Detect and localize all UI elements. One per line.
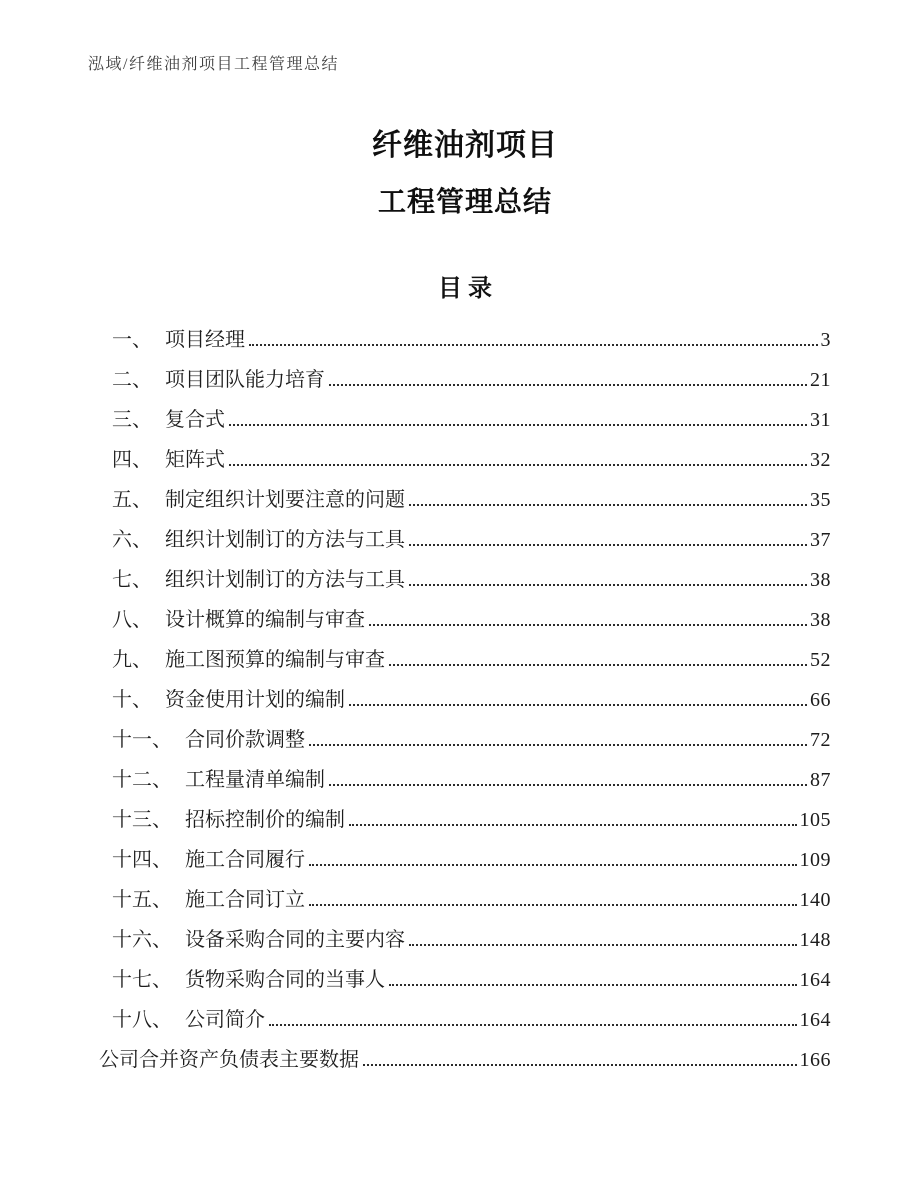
toc-entry-number: 十七、: [112, 969, 172, 991]
toc-entry-number: 八、: [112, 609, 152, 631]
toc-entry[interactable]: [99, 1040, 831, 1080]
toc-entry-number: 四、: [112, 449, 152, 471]
toc-dot-leader: [409, 929, 797, 946]
toc-dot-leader: [309, 849, 797, 866]
toc-entry-title: 项目团队能力培育: [165, 369, 325, 391]
toc-entry[interactable]: [99, 560, 831, 600]
toc-entry-title: 矩阵式: [165, 449, 225, 471]
toc-entry-title: 组织计划制订的方法与工具: [165, 529, 405, 551]
toc-entry-number: 五、: [112, 489, 152, 511]
toc-dot-leader: [389, 969, 797, 986]
toc-entry[interactable]: [99, 680, 831, 720]
toc-dot-leader: [269, 1009, 797, 1026]
toc-entry[interactable]: [99, 720, 831, 760]
toc-entry-number: 十二、: [112, 769, 172, 791]
toc-entry-number: 十、: [112, 689, 152, 711]
toc-entry-title: 招标控制价的编制: [185, 809, 345, 831]
toc-entry-title: 公司简介: [185, 1009, 265, 1031]
toc-entry-title: 货物采购合同的当事人: [185, 969, 385, 991]
toc-entry-title: 施工图预算的编制与审查: [165, 649, 385, 671]
toc-entry-page: 72: [810, 729, 831, 751]
toc-dot-leader: [349, 689, 807, 706]
toc-entry[interactable]: [99, 320, 831, 360]
toc-entry-number: 十八、: [112, 1009, 172, 1031]
toc-entry-number: 一、: [112, 329, 152, 351]
toc-dot-leader: [329, 769, 807, 786]
toc-entry-page: 31: [810, 409, 831, 431]
toc-dot-leader: [369, 609, 807, 626]
toc-entry[interactable]: [99, 1000, 831, 1040]
toc-dot-leader: [389, 649, 807, 666]
toc-entry[interactable]: [99, 800, 831, 840]
toc-dot-leader: [363, 1049, 797, 1066]
toc-entry[interactable]: [99, 360, 831, 400]
toc-dot-leader: [409, 489, 807, 506]
toc-entry-page: 35: [810, 489, 831, 511]
toc-entry-page: 3: [820, 329, 831, 351]
toc-entry-title: 合同价款调整: [185, 729, 305, 751]
toc-entry[interactable]: [99, 440, 831, 480]
toc-entry-page: 38: [810, 609, 831, 631]
toc-dot-leader: [409, 529, 807, 546]
toc-dot-leader: [349, 809, 797, 826]
toc-entry-number: 十五、: [112, 889, 172, 911]
toc-entry-number: 十六、: [112, 929, 172, 951]
toc-entry-number: 六、: [112, 529, 152, 551]
toc-entry-page: 21: [810, 369, 831, 391]
toc-entry[interactable]: [99, 400, 831, 440]
toc-entry-page: 164: [799, 1009, 831, 1031]
toc-entry[interactable]: [99, 880, 831, 920]
toc-entry-number: 九、: [112, 649, 152, 671]
toc-entry[interactable]: [99, 520, 831, 560]
toc-dot-leader: [309, 729, 807, 746]
toc-dot-leader: [229, 409, 807, 426]
toc-entry-number: 二、: [112, 369, 152, 391]
toc-entry-page: 66: [810, 689, 831, 711]
toc-entry-number: 十三、: [112, 809, 172, 831]
toc-entry[interactable]: [99, 480, 831, 520]
toc-entry-page: 109: [799, 849, 831, 871]
toc-entry-title: 工程量清单编制: [185, 769, 325, 791]
document-title-line2: 工程管理总结: [377, 186, 552, 217]
toc-entry-title: 组织计划制订的方法与工具: [165, 569, 405, 591]
toc-entry-page: 52: [810, 649, 831, 671]
toc-entry-number: 十四、: [112, 849, 172, 871]
toc-entry-title: 公司合并资产负债表主要数据: [99, 1049, 359, 1071]
toc-entry[interactable]: [99, 960, 831, 1000]
toc-entry-page: 37: [810, 529, 831, 551]
toc-entry-title: 复合式: [165, 409, 225, 431]
toc-entry-page: 105: [799, 809, 831, 831]
document-header: 泓域/纤维油剂项目工程管理总结: [88, 56, 339, 73]
toc-entry[interactable]: [99, 840, 831, 880]
toc-entry-page: 32: [810, 449, 831, 471]
toc-entry-page: 38: [810, 569, 831, 591]
toc-entry-number: 七、: [112, 569, 152, 591]
toc-entry[interactable]: [99, 760, 831, 800]
toc-entry-number: 三、: [112, 409, 152, 431]
toc-entry-page: 148: [799, 929, 831, 951]
toc-dot-leader: [409, 569, 807, 586]
toc-entry-title: 资金使用计划的编制: [165, 689, 345, 711]
toc-dot-leader: [309, 889, 797, 906]
document-title-line1: 纤维油剂项目: [372, 129, 558, 162]
toc-entry-page: 166: [799, 1049, 831, 1071]
toc-list: [99, 320, 831, 1080]
toc-entry-title: 施工合同履行: [185, 849, 305, 871]
toc-entry[interactable]: [99, 600, 831, 640]
toc-entry-page: 164: [799, 969, 831, 991]
toc-entry[interactable]: [99, 920, 831, 960]
toc-dot-leader: [229, 449, 807, 466]
toc-entry-page: 140: [799, 889, 831, 911]
toc-entry-title: 制定组织计划要注意的问题: [165, 489, 405, 511]
toc-entry[interactable]: [99, 640, 831, 680]
toc-entry-page: 87: [810, 769, 831, 791]
toc-entry-title: 项目经理: [165, 329, 245, 351]
toc-dot-leader: [329, 369, 807, 386]
toc-entry-title: 施工合同订立: [185, 889, 305, 911]
toc-dot-leader: [249, 329, 818, 346]
toc-heading: 目录: [438, 276, 498, 302]
toc-entry-title: 设备采购合同的主要内容: [185, 929, 405, 951]
toc-entry-title: 设计概算的编制与审查: [165, 609, 365, 631]
toc-entry-number: 十一、: [112, 729, 172, 751]
